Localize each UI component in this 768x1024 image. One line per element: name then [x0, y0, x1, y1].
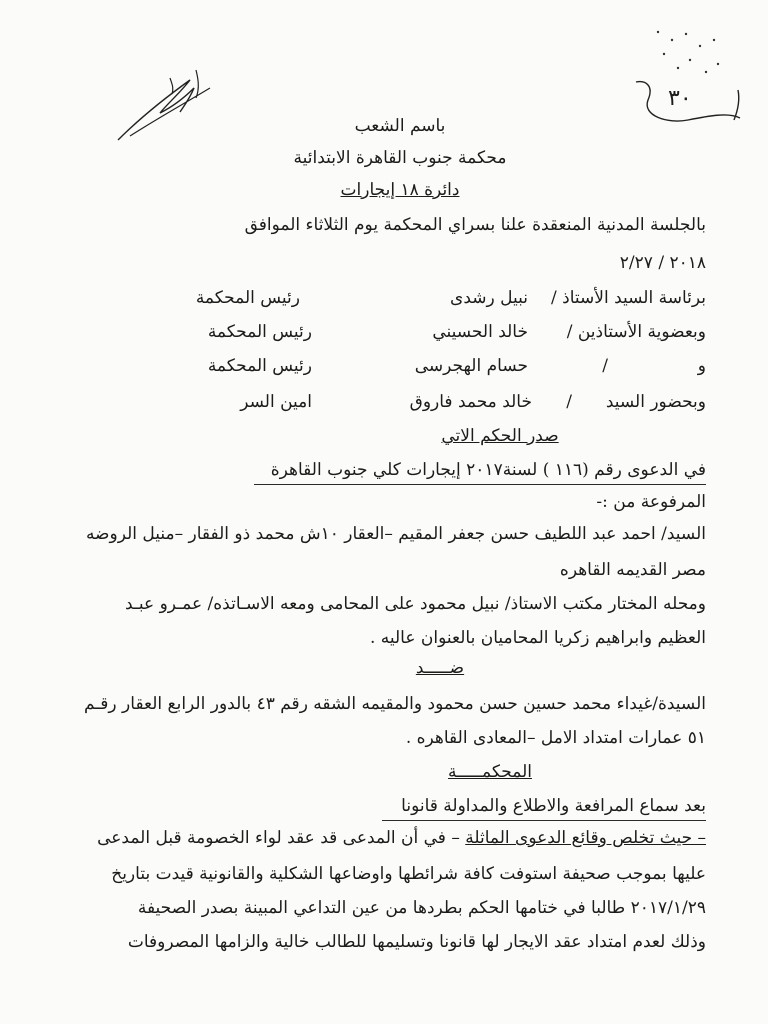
- panel-title-2: رئيس المحكمة: [207, 322, 312, 342]
- plaintiff-line-3: ومحله المختار مكتب الاستاذ/ نبيل محمود على المحامى ومعه الاسـاتذه/ عمـرو عبـد: [125, 594, 706, 614]
- facts-line-2: عليها بموجب صحيفة استوفت كافة شرائطها واوضاعها الشكلية والقانونية قيدت بتاريخ: [111, 864, 706, 884]
- panel-sep-3: /: [602, 356, 608, 376]
- panel-role-3: و: [697, 356, 706, 376]
- panel-name-3: حسام الهجرسى: [414, 356, 528, 376]
- circuit-title: دائرة ١٨ إيجارات: [340, 180, 460, 200]
- panel-name-2: خالد الحسيني: [432, 322, 528, 342]
- plaintiff-line-2: مصر القديمه القاهره: [559, 560, 706, 580]
- court-heading: المحكمـــــة: [448, 762, 532, 782]
- facts-line-3: ٢٠١٧/١/٢٩ طالبا في ختامها الحكم بطردها من عين التداعي المبينة بصدر الصحيفة: [137, 898, 706, 918]
- facts-line-1-rest: – في أن المدعى قد عقد لواء الخصومة قبل المدعى: [97, 828, 460, 848]
- after-hearing: بعد سماع المرافعة والاطلاع والمداولة قانونا: [401, 796, 706, 816]
- panel-title-3: رئيس المحكمة: [207, 356, 312, 376]
- panel-name-4: خالد محمد فاروق: [409, 392, 532, 412]
- panel-name-1: نبيل رشدى: [450, 288, 528, 308]
- panel-title-4: امين السر: [240, 392, 312, 412]
- verdict-heading: صدر الحكم الاتي: [441, 426, 559, 446]
- case-line: في الدعوى رقم (١١٦ ) لسنة٢٠١٧ إيجارات كلي جنوب القاهرة: [270, 460, 706, 480]
- filed-by-label: المرفوعة من :-: [596, 492, 706, 512]
- defendant-line-2: ٥١ عمارات امتداد الامل –المعادى القاهره .: [405, 728, 706, 748]
- panel-sep-4: /: [566, 392, 572, 412]
- facts-line-4: وذلك لعدم امتداد عقد الايجار لها قانونا وتسليمها للطالب خالية والزامها المصروفات: [127, 932, 706, 952]
- in-name-of-people: باسم الشعب: [354, 116, 446, 136]
- after-hearing-underline: [382, 820, 706, 821]
- plaintiff-line-1: السيد/ احمد عبد اللطيف حسن جعفر المقيم –العقار ١٠ش محمد ذو الفقار –منيل الروضه: [85, 524, 706, 544]
- panel-role-2: وبعضوية الأستاذين /: [566, 322, 706, 342]
- court-name: محكمة جنوب القاهرة الابتدائية: [293, 148, 507, 168]
- page-number-stamp: [628, 20, 748, 130]
- case-line-underline: [254, 484, 706, 485]
- panel-role-1: برئاسة السيد الأستاذ /: [551, 288, 706, 308]
- facts-lead: – حيث تخلص وقائع الدعوى الماثلة: [465, 828, 706, 848]
- session-date: ٢٠١٨ / ٢/٢٧: [619, 253, 706, 273]
- signature-mark: [110, 58, 230, 148]
- facts-line-1: [97, 828, 706, 848]
- plaintiff-line-4: العظيم وابراهيم زكريا المحاميان بالعنوان عاليه .: [369, 628, 706, 648]
- panel-title-1: رئيس المحكمة: [195, 288, 300, 308]
- defendant-line-1: السيدة/غيداء محمد حسين حسن محمود والمقيمه الشقه رقم ٤٣ بالدور الرابع العقار رقـم: [84, 694, 706, 714]
- panel-role-4: وبحضور السيد: [605, 392, 706, 412]
- against-label: ضـــــد: [415, 658, 465, 678]
- session-line: بالجلسة المدنية المنعقدة علنا بسراي المحكمة يوم الثلاثاء الموافق: [244, 215, 706, 235]
- page-number: ٣٠: [668, 86, 692, 111]
